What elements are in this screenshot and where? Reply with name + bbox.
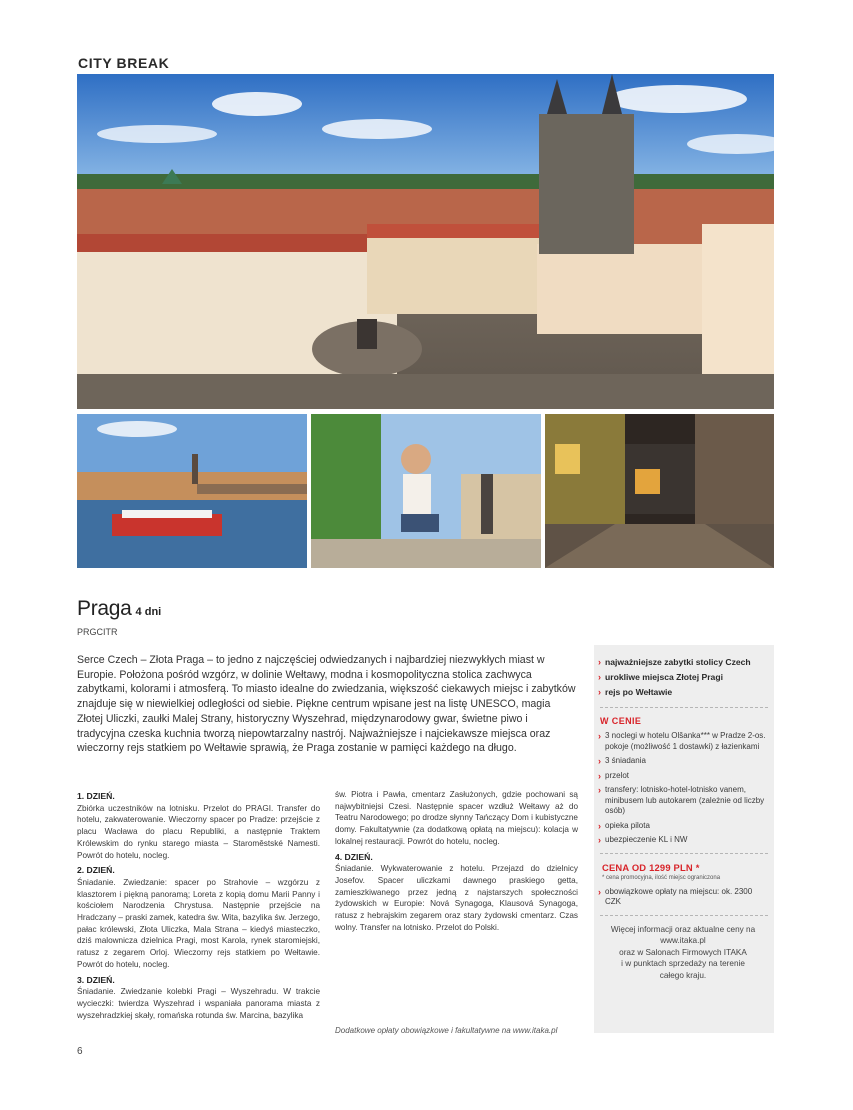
itinerary-column-1 <box>77 789 320 1025</box>
day-1-text: Zbiórka uczestników na lotnisku. Przelot do PRAGI. Transfer do hotelu, zakwaterowanie. Wieczorny spacer po Pradze: przejście z placu Wacława do placu Republiki, a następnie Traktem Królewskim do rynku starego miasta – Staroměstské Namesti. Powrót do hotelu, nocleg. <box>77 803 320 860</box>
trip-intro: Serce Czech – Złota Praga – to jedno z najczęściej odwiedzanych i najbardziej niezwykłych miast w Europie. Położona pośród wzgórz, w dolinie Wełtawy, modna i kosmopolityczna stolica zachwyca zabytkami, kolorami i atmosferą. To miasto idealne do zwiedzania, większość ciekawych miejsc i zabytków znajduje się w niewielkiej odległości od siebie. Piękne centrum wpisane jest na listę UNESCO, magia Złotej Uliczki, zaułki Malej Strany, historyczny Wyszehrad, międzynarodowy gwar, świetne piwo i tradycyjna czeska kuchnia tworzą niepowtarzalny nastrój. Najważniejsze i najciekawsze miejsca oraz wieczorny rejs statkiem po Wełtawie sprawią, że Praga zostanie w pamięci każdego na długo. <box>77 654 576 755</box>
highlight-label: urokliwe miejsca Złotej Pragi <box>605 672 723 682</box>
chevron-right-icon: › <box>598 756 601 766</box>
trip-duration: 4 dni <box>135 606 162 618</box>
highlight-label: rejs po Wełtawie <box>605 687 673 697</box>
more-info-line: oraz w Salonach Firmowych ITAKA <box>619 947 747 957</box>
day-3-title: 3. DZIEŃ. <box>77 974 115 985</box>
divider <box>600 853 768 854</box>
included-label: transfery: lotnisko-hotel-lotnisko vanem, minibusem lub autokarem (zależnie od liczby osób) <box>605 785 765 815</box>
included-label: opieka pilota <box>605 820 650 830</box>
more-info-line: i w punktach sprzedaży na terenie <box>621 959 745 968</box>
hero-photo-old-town-square <box>77 74 774 409</box>
day-2-title: 2. DZIEŃ. <box>77 865 115 876</box>
more-info <box>598 924 768 982</box>
included-label: 3 śniadania <box>605 756 646 765</box>
trip-title <box>77 597 161 621</box>
river-cruise-image <box>77 414 307 568</box>
night-street-image <box>545 414 774 568</box>
highlight-item <box>598 670 768 685</box>
day-4-text: Śniadanie. Wykwaterowanie z hotelu. Przejazd do dzielnicy Josefov. Spacer uliczkami dawnego praskiego getta, zamieszkiwanego przez jedną z najstarszych społeczności żydowskich w Europie: Nová Synagoga, Klausová Synagoga, ratusz z hebrajskim zegarem oraz stary żydowski cmentarz. Czas wolny. Transfer na lotnisko. Przelot do Polski. <box>335 864 578 932</box>
included-item <box>598 835 768 846</box>
chevron-right-icon: › <box>598 731 601 741</box>
included-item <box>598 785 768 817</box>
chevron-right-icon: › <box>598 657 601 667</box>
day-3-text-part2: św. Piotra i Pawła, cmentarz Zasłużonych, gdzie pochowani są najwybitniejsi Czesi. Następnie spacer wzdłuż Wełtawy aż do Teatru Narodowego; po drodze słynny Tańczący Dom i kubistyczne domy. Fakultatywnie (za dodatkową opłatą na miejscu): kolacja w lokalnej restauracji. Powrót do hotelu, nocleg. <box>335 790 578 846</box>
more-info-line: Więcej informacji oraz aktualne ceny na <box>610 924 756 934</box>
day-4-title: 4. DZIEŃ. <box>335 851 373 862</box>
included-item <box>598 821 768 832</box>
hero-photo <box>77 74 774 409</box>
trip-code: PRGCITR <box>77 627 118 637</box>
chevron-right-icon: › <box>598 770 601 781</box>
included-label: przelot <box>605 770 630 780</box>
info-sidebar <box>594 645 774 1033</box>
included-item <box>598 756 768 767</box>
tourist-image <box>311 414 541 568</box>
highlight-item <box>598 685 768 700</box>
price-label: CENA OD 1299 PLN * <box>602 861 700 873</box>
day-1-title: 1. DZIEŃ. <box>77 791 115 801</box>
chevron-right-icon: › <box>598 835 601 845</box>
included-item <box>598 731 768 752</box>
day-3-text-part1: Śniadanie. Zwiedzanie kolebki Pragi – Wyszehradu. W trakcie wycieczki: twierdza Wyszehrad i wspaniała panorama miasta z wyszehradzkiej skały, romańska rotunda św. Marcina, bazylika <box>77 987 320 1020</box>
tourist-photo <box>311 414 541 568</box>
chevron-right-icon: › <box>598 785 601 795</box>
river-cruise-photo <box>77 414 307 568</box>
included-label: ubezpieczenie KL i NW <box>605 835 688 844</box>
price-note: * cena promocyjna, ilość miejsc ograniczona <box>602 874 721 881</box>
chevron-right-icon: › <box>598 672 601 682</box>
more-info-line: całego kraju. <box>659 970 707 980</box>
itinerary-column-2 <box>335 789 578 937</box>
fees-item <box>598 887 768 908</box>
day-2-text: Śniadanie. Zwiedzanie: spacer po Strahovie – wzgórzu z klasztorem i piękną panoramą; Loreta z kopią domu Marii Panny i kościołem Narodzenia Chrystusa. Następnie przejście na Hradczany – praski zamek, katedra św. Wita, bazylika św. Jerzego, pałac królewski, Złota Uliczka, Mala Strana – kiedyś miasteczko, dziś malownicza dzielnica Pragi, most Karola, rynek staromiejski, ratusz z zegarem Orloj. Wieczorny rejs statkiem po Wełtawie. Powrót do hotelu, nocleg. <box>77 877 320 969</box>
fees-footnote: Dodatkowe opłaty obowiązkowe i fakultatywne na www.itaka.pl <box>335 1026 558 1035</box>
included-label: 3 noclegi w hotelu Olšanka*** w Pradze 2-os. pokoje (możliwość 1 dostawki) z łazienkami <box>605 731 766 751</box>
fees-label: obowiązkowe opłaty na miejscu: ok. 2300 CZK <box>605 886 753 906</box>
included-item <box>598 771 768 782</box>
chevron-right-icon: › <box>598 820 601 831</box>
trip-name: Praga <box>77 597 132 620</box>
section-label: CITY BREAK <box>78 55 170 71</box>
chevron-right-icon: › <box>598 687 601 697</box>
divider <box>600 707 768 708</box>
website-link[interactable]: www.itaka.pl <box>660 936 706 945</box>
highlight-item <box>598 655 768 670</box>
night-street-photo <box>545 414 774 568</box>
chevron-right-icon: › <box>598 886 601 897</box>
page-number: 6 <box>77 1046 83 1057</box>
divider <box>600 915 768 916</box>
included-heading: W CENIE <box>600 716 642 726</box>
highlight-label: najważniejsze zabytki stolicy Czech <box>605 657 751 667</box>
